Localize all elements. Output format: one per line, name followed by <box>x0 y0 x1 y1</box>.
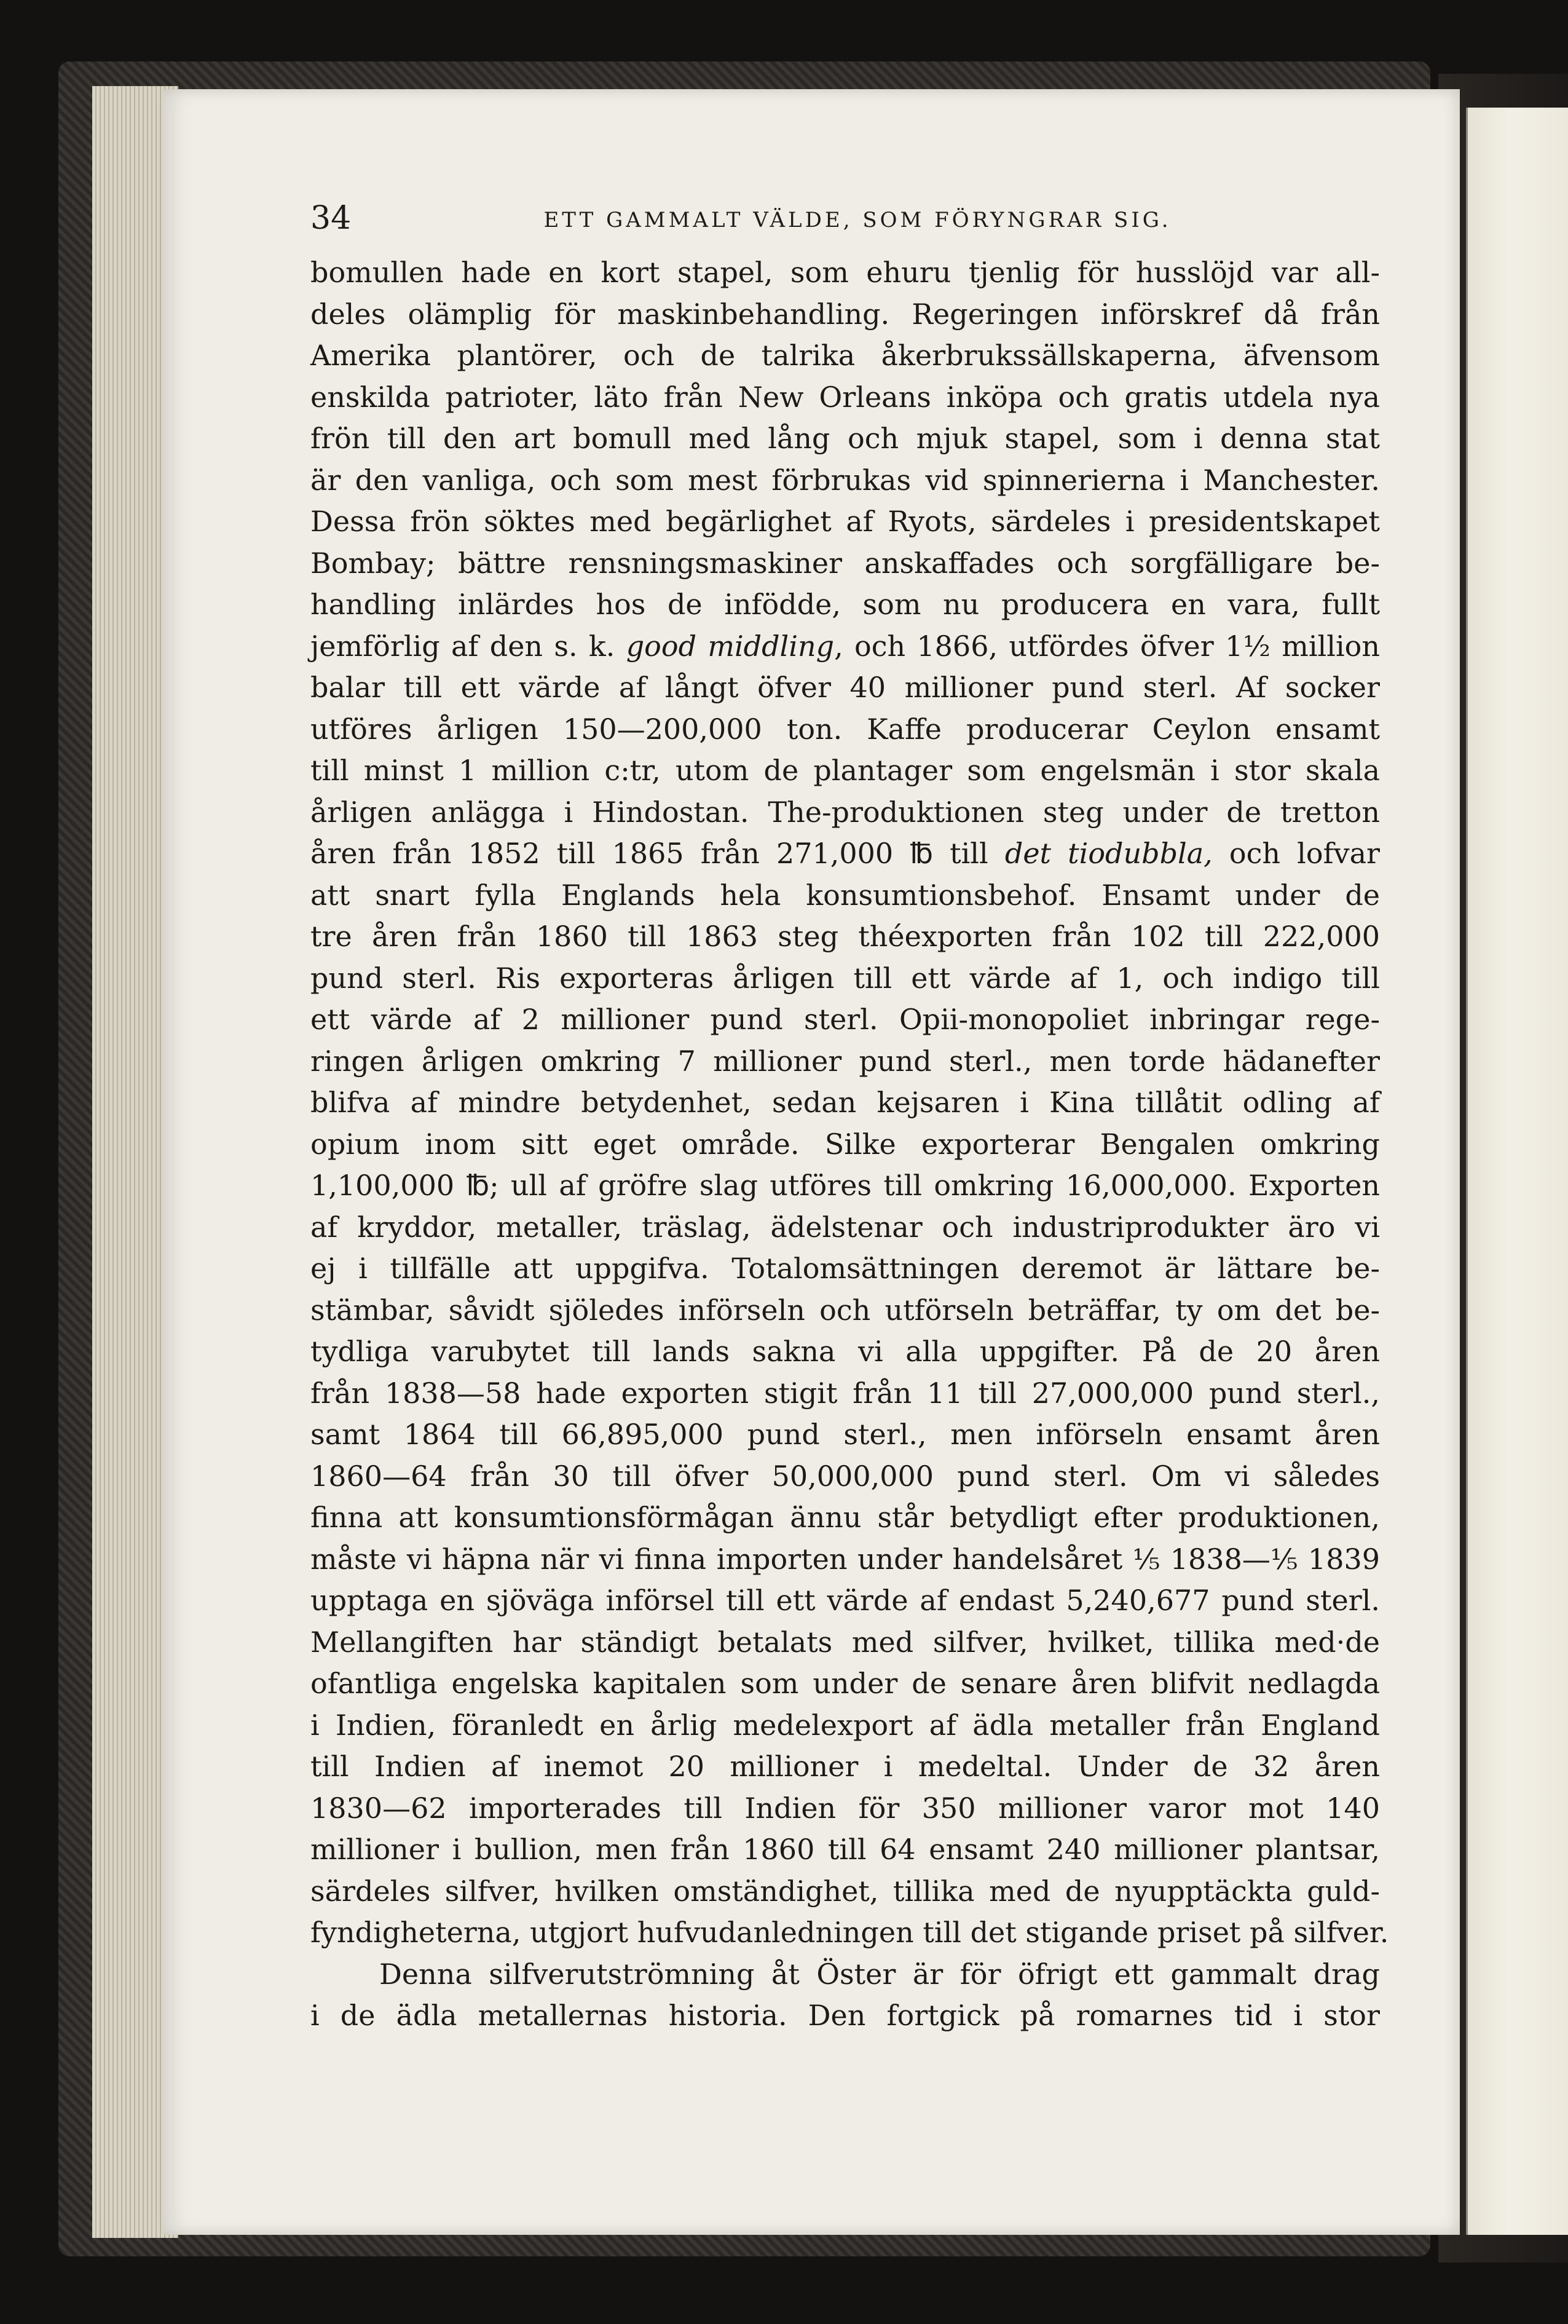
text-line <box>310 833 1380 875</box>
text-line: finna att konsumtionsförmågan ännu står betydligt efter produktionen, <box>310 1501 1380 1534</box>
text-line: deles olämplig för maskinbehandling. Regeringen införskref då från <box>310 297 1380 331</box>
text-line: stämbar, såvidt sjöledes införseln och utförseln beträffar, ty om det be- <box>310 1293 1380 1327</box>
text-line: tydliga varubytet till lands sakna vi alla uppgifter. På de 20 åren <box>310 1335 1380 1368</box>
text-line: i Indien, föranledt en årlig medelexport af ädla metaller från England <box>310 1708 1380 1742</box>
text-line <box>310 626 1380 668</box>
italic-text: good middling <box>626 629 835 663</box>
text-line: 1830—62 importerades till Indien för 350 millioner varor mot 140 <box>310 1791 1380 1825</box>
text-line: enskilda patrioter, läto från New Orleans inköpa och gratis utdela nya <box>310 380 1380 414</box>
text-line: tre åren från 1860 till 1863 steg théexporten från 102 till 222,000 <box>310 920 1380 953</box>
text-line: bomullen hade en kort stapel, som ehuru tjenlig för husslöjd var all- <box>310 256 1380 289</box>
italic-text: det tiodubbla, <box>1004 837 1213 870</box>
running-head: ETT GAMMALT VÄLDE, SOM FÖRYNGRAR SIG. <box>543 208 1172 232</box>
text-line: balar till ett värde af långt öfver 40 millioner pund sterl. Af socker <box>310 671 1380 704</box>
text-line: utföres årligen 150—200,000 ton. Kaffe producerar Ceylon ensamt <box>310 712 1380 746</box>
text-line: ringen årligen omkring 7 millioner pund sterl., men torde hädanefter <box>310 1044 1380 1078</box>
text-line: i de ädla metallernas historia. Den fortgick på romarnes tid i stor <box>310 1999 1380 2032</box>
text-line: till minst 1 million c:tr, utom de plantager som engelsmän i stor skala <box>310 754 1380 787</box>
text-line: att snart fylla Englands hela konsumtionsbehof. Ensamt under de <box>310 878 1380 912</box>
facing-page-edge <box>1466 108 1568 2235</box>
text-line: upptaga en sjöväga införsel till ett värde af endast 5,240,677 pund sterl. <box>310 1584 1380 1617</box>
text-line: blifva af mindre betydenhet, sedan kejsaren i Kina tillåtit odling af <box>310 1086 1380 1119</box>
text-line: Dessa frön söktes med begärlighet af Ryots, särdeles i presidentskapet <box>310 505 1380 538</box>
text-line: fyndigheterna, utgjort hufvudanledningen till det stigande priset på silfver. <box>310 1916 1389 1949</box>
page-header <box>310 194 1405 243</box>
text-line: måste vi häpna när vi finna importen under handelsåret ⅕ 1838—⅕ 1839 <box>310 1542 1380 1576</box>
text-line: opium inom sitt eget område. Silke exporterar Bengalen omkring <box>310 1127 1380 1161</box>
text-line: 1860—64 från 30 till öfver 50,000,000 pund sterl. Om vi således <box>310 1459 1380 1493</box>
text-line: pund sterl. Ris exporteras årligen till ett värde af 1, och indigo till <box>310 961 1380 995</box>
text-line: är den vanliga, och som mest förbrukas vid spinnerierna i Manchester. <box>310 463 1380 497</box>
text-segment: , och 1866, utfördes öfver 1½ million <box>834 629 1381 663</box>
text-segment: åren från 1852 till 1865 från 271,000 ℔ till <box>310 837 1005 870</box>
text-line: 1,100,000 ℔; ull af gröfre slag utföres till omkring 16,000,000. Exporten <box>310 1169 1380 1202</box>
text-line: årligen anlägga i Hindostan. The-produktionen steg under de tretton <box>310 795 1380 829</box>
text-line: Denna silfverutströmning åt Öster är för öfrigt ett gammalt drag <box>379 1957 1380 1991</box>
text-segment: och lofvar <box>1212 837 1380 870</box>
text-line: ett värde af 2 millioner pund sterl. Opii-monopoliet inbringar rege- <box>310 1003 1380 1036</box>
body-text <box>310 252 1389 2037</box>
text-segment: jemförlig af den s. k. <box>310 629 626 663</box>
text-line: från 1838—58 hade exporten stigit från 11 till 27,000,000 pund sterl., <box>310 1376 1380 1410</box>
text-line: af kryddor, metaller, träslag, ädelstenar och industriprodukter äro vi <box>310 1210 1380 1244</box>
text-line: Bombay; bättre rensningsmaskiner anskaffades och sorgfälligare be- <box>310 546 1380 580</box>
text-line: frön till den art bomull med lång och mjuk stapel, som i denna stat <box>310 422 1380 455</box>
text-line: till Indien af inemot 20 millioner i medeltal. Under de 32 åren <box>310 1750 1380 1783</box>
text-line: Amerika plantörer, och de talrika åkerbrukssällskaperna, äfvensom <box>310 339 1380 372</box>
text-line: ofantliga engelska kapitalen som under de senare åren blifvit nedlagda <box>310 1667 1380 1700</box>
text-line: millioner i bullion, men från 1860 till 64 ensamt 240 millioner plantsar, <box>310 1833 1380 1866</box>
text-line: särdeles silfver, hvilken omständighet, tillika med de nyupptäckta guld- <box>310 1874 1380 1908</box>
text-line: handling inlärdes hos de infödde, som nu producera en vara, fullt <box>310 588 1380 621</box>
page-number: 34 <box>310 200 352 237</box>
text-line: samt 1864 till 66,895,000 pund sterl., men införseln ensamt åren <box>310 1418 1380 1451</box>
text-line: ej i tillfälle att uppgifva. Totalomsättningen deremot är lättare be- <box>310 1252 1380 1285</box>
text-line: Mellangiften har ständigt betalats med silfver, hvilket, tillika med·de <box>310 1625 1380 1659</box>
